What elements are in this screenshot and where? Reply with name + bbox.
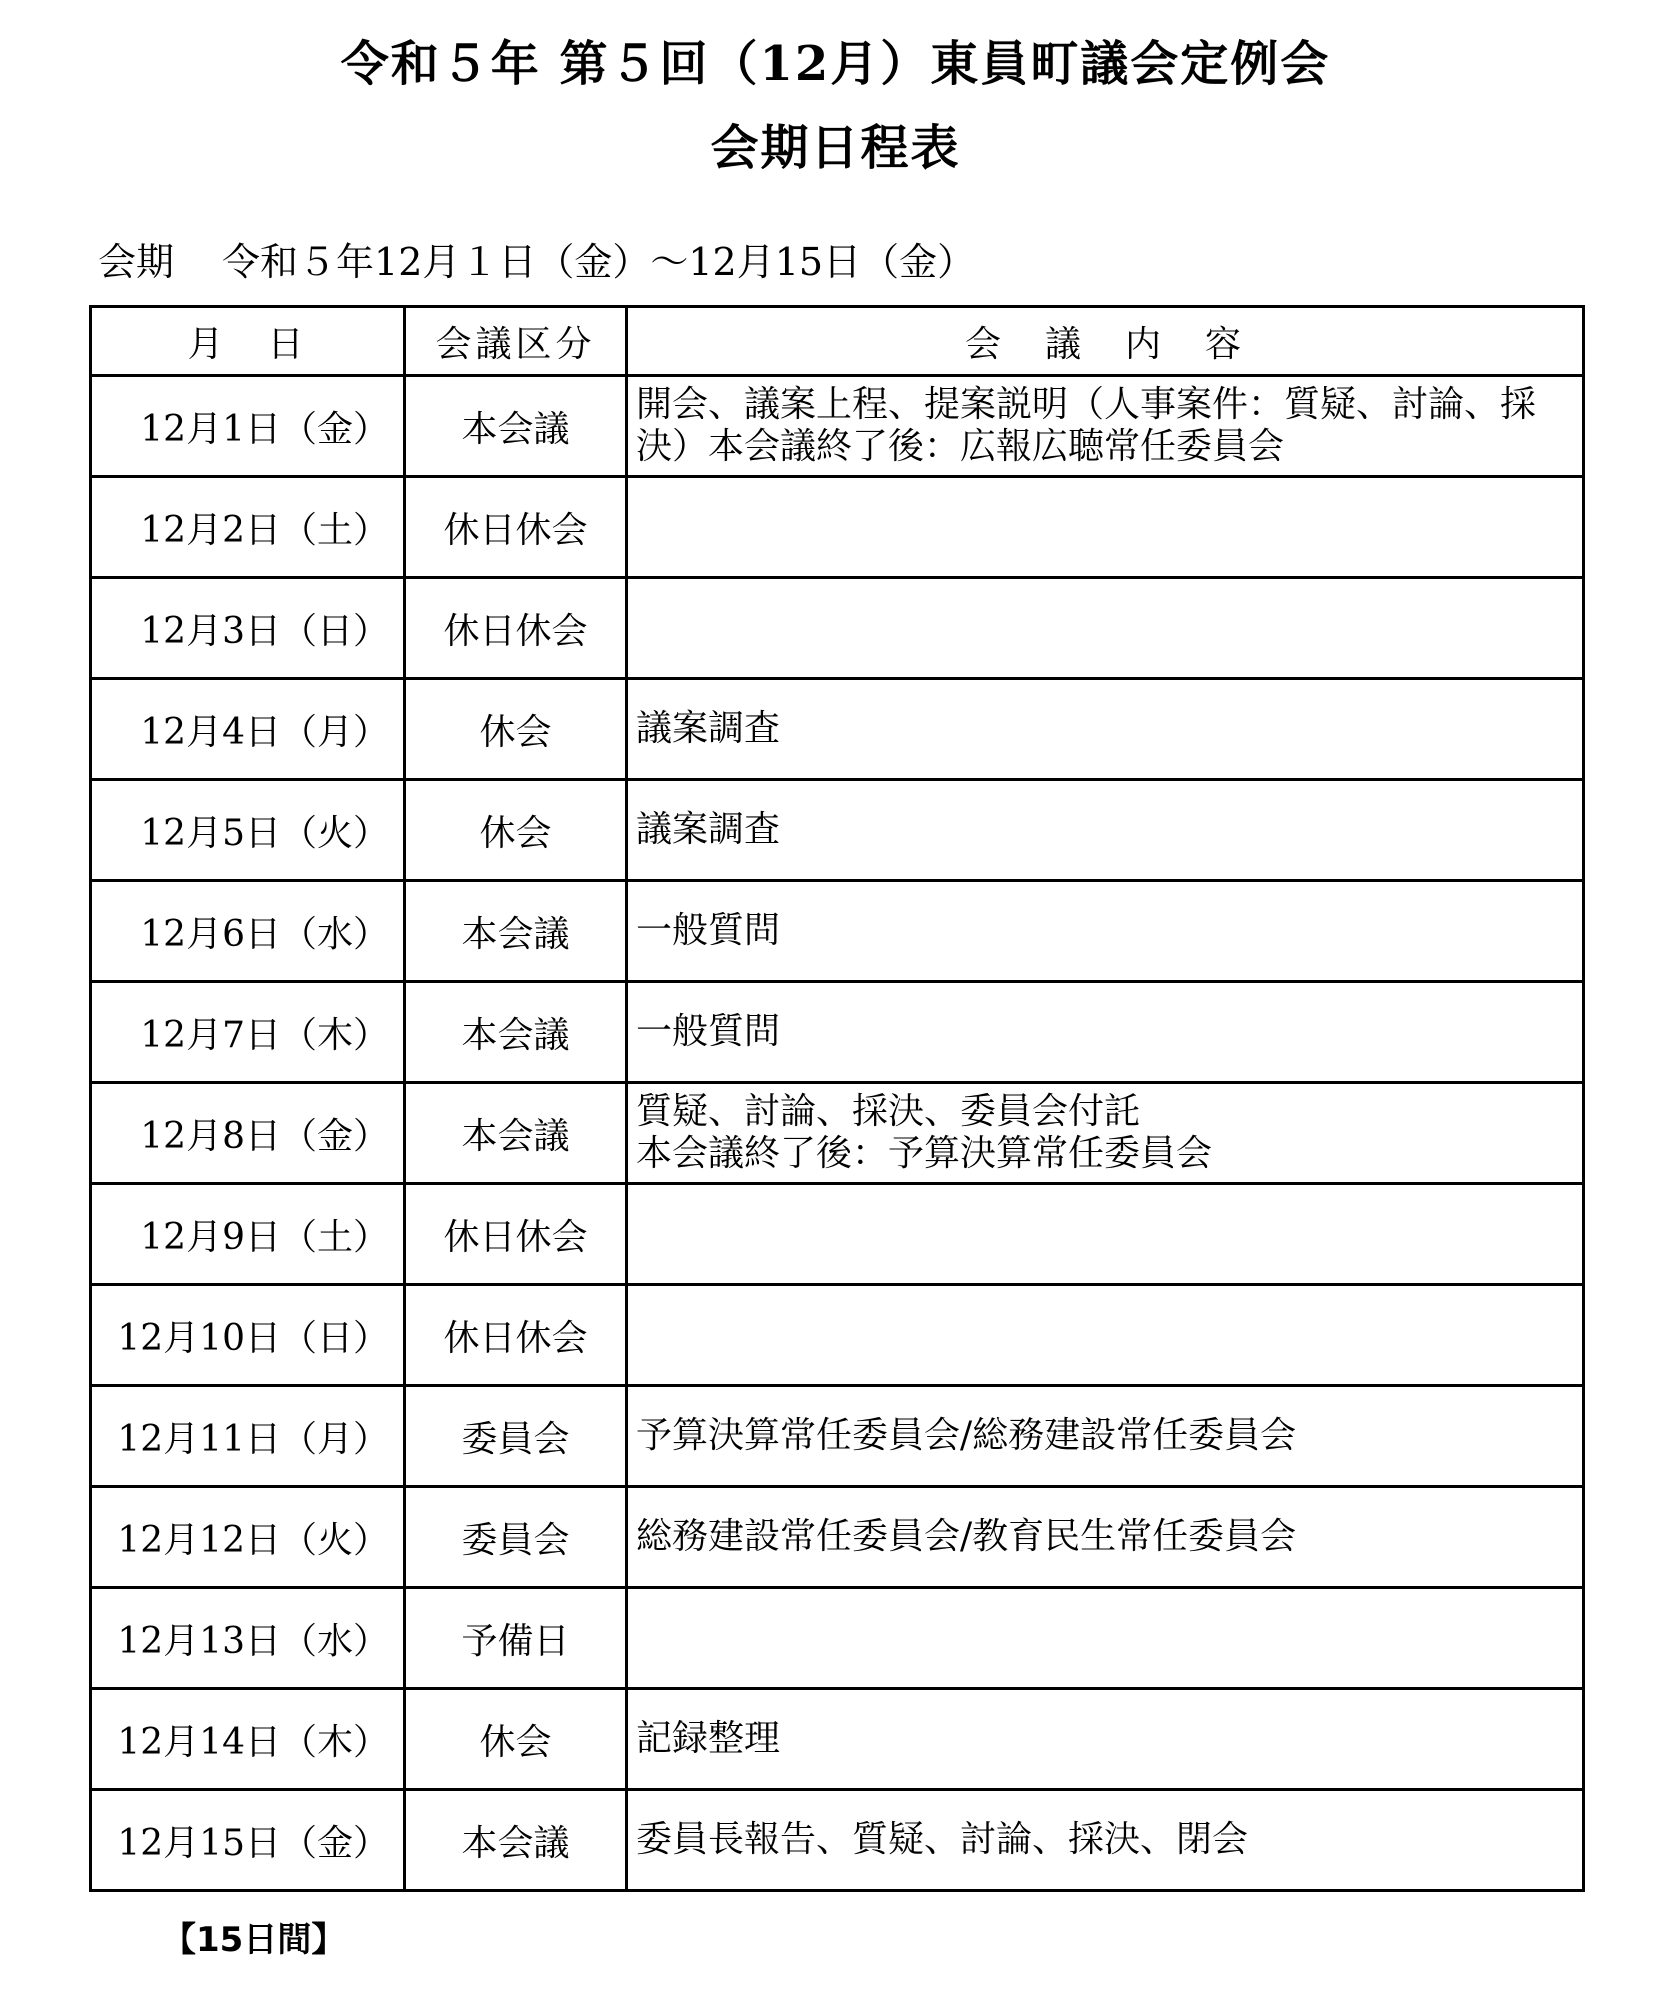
table-row <box>91 982 1584 1083</box>
row-content-line: 議案調査 <box>636 809 781 850</box>
row-date: 12月11日（月） <box>91 1386 405 1487</box>
header-date: 月 日 <box>91 307 405 376</box>
row-date: 12月3日（日） <box>91 578 405 679</box>
schedule-table <box>89 305 1585 1892</box>
row-meeting-type: 休日休会 <box>405 578 627 679</box>
row-date: 12月8日（金） <box>91 1083 405 1184</box>
table-row <box>91 1184 1584 1285</box>
table-row <box>91 1588 1584 1689</box>
row-content <box>627 1487 1584 1588</box>
session-period <box>98 236 975 288</box>
row-meeting-type: 本会議 <box>405 376 627 477</box>
row-content-line: 予算決算常任委員会/総務建設常任委員会 <box>636 1415 1297 1456</box>
table-row <box>91 1487 1584 1588</box>
table-row <box>91 1083 1584 1184</box>
row-date: 12月1日（金） <box>91 376 405 477</box>
table-row <box>91 1790 1584 1891</box>
row-date: 12月6日（水） <box>91 881 405 982</box>
row-meeting-type: 休会 <box>405 679 627 780</box>
session-period-value: 令和５年12月１日（金）～12月15日（金） <box>222 240 976 284</box>
row-content <box>627 376 1584 477</box>
total-days-note: 【15日間】 <box>162 1920 346 1960</box>
row-content <box>627 1083 1584 1184</box>
row-content <box>627 780 1584 881</box>
row-meeting-type: 本会議 <box>405 1790 627 1891</box>
table-row <box>91 679 1584 780</box>
row-content <box>627 1588 1584 1689</box>
row-meeting-type: 本会議 <box>405 881 627 982</box>
row-date: 12月7日（木） <box>91 982 405 1083</box>
row-content-line: 一般質問 <box>636 910 781 951</box>
row-content <box>627 1184 1584 1285</box>
table-row <box>91 881 1584 982</box>
row-content-line: 質疑、討論、採決、委員会付託 <box>636 1091 1141 1132</box>
row-date: 12月4日（月） <box>91 679 405 780</box>
document-title: 令和５年 第５回（12月）東員町議会定例会 <box>340 36 1331 92</box>
row-content-line: 本会議終了後：予算決算常任委員会 <box>636 1133 1213 1174</box>
header-type: 会議区分 <box>405 307 627 376</box>
row-meeting-type: 休日休会 <box>405 477 627 578</box>
row-content-line: 一般質問 <box>636 1011 781 1052</box>
table-header-row <box>91 307 1584 376</box>
row-content-line: 議案調査 <box>636 708 781 749</box>
row-content <box>627 1790 1584 1891</box>
row-content <box>627 1689 1584 1790</box>
row-content-line: 総務建設常任委員会/教育民生常任委員会 <box>636 1516 1297 1557</box>
row-date: 12月15日（金） <box>91 1790 405 1891</box>
row-meeting-type: 休日休会 <box>405 1184 627 1285</box>
row-content <box>627 1285 1584 1386</box>
row-content-line: 開会、議案上程、提案説明（人事案件：質疑、討論、採決）本会議終了後：広報広聴常任委員会 <box>636 384 1537 467</box>
table-row <box>91 376 1584 477</box>
row-meeting-type: 委員会 <box>405 1487 627 1588</box>
row-content <box>627 881 1584 982</box>
row-date: 12月5日（火） <box>91 780 405 881</box>
table-row <box>91 578 1584 679</box>
row-date: 12月13日（水） <box>91 1588 405 1689</box>
document-subtitle: 会期日程表 <box>710 120 961 176</box>
schedule-body <box>91 376 1584 1891</box>
table-row <box>91 1285 1584 1386</box>
header-content: 会 議 内 容 <box>627 307 1584 376</box>
row-content <box>627 982 1584 1083</box>
table-row <box>91 1386 1584 1487</box>
row-content <box>627 1386 1584 1487</box>
row-date: 12月9日（土） <box>91 1184 405 1285</box>
row-content <box>627 679 1584 780</box>
row-meeting-type: 本会議 <box>405 982 627 1083</box>
row-content-line: 委員長報告、質疑、討論、採決、閉会 <box>636 1819 1249 1860</box>
row-content <box>627 578 1584 679</box>
table-row <box>91 477 1584 578</box>
row-meeting-type: 予備日 <box>405 1588 627 1689</box>
row-meeting-type: 委員会 <box>405 1386 627 1487</box>
table-row <box>91 1689 1584 1790</box>
row-meeting-type: 休会 <box>405 1689 627 1790</box>
row-content <box>627 477 1584 578</box>
session-period-label: 会期 <box>98 240 175 284</box>
row-date: 12月12日（火） <box>91 1487 405 1588</box>
row-date: 12月10日（日） <box>91 1285 405 1386</box>
row-meeting-type: 休日休会 <box>405 1285 627 1386</box>
row-date: 12月2日（土） <box>91 477 405 578</box>
row-meeting-type: 本会議 <box>405 1083 627 1184</box>
row-date: 12月14日（木） <box>91 1689 405 1790</box>
row-meeting-type: 休会 <box>405 780 627 881</box>
table-row <box>91 780 1584 881</box>
row-content-line: 記録整理 <box>636 1718 781 1759</box>
